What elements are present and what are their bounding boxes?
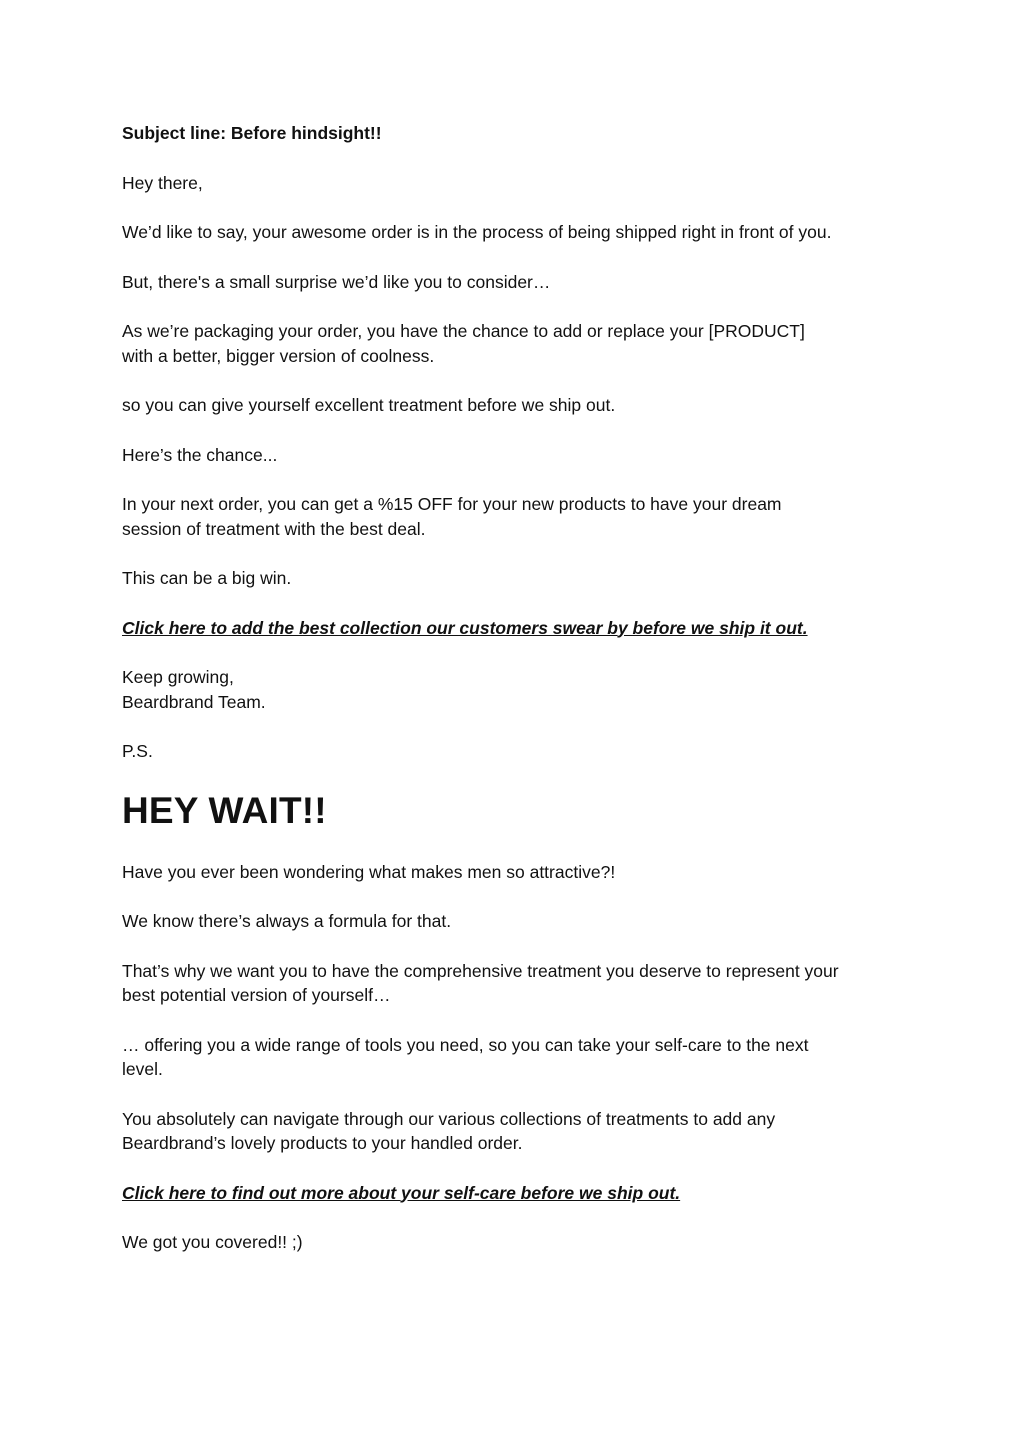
paragraph: We’d like to say, your awesome order is in the process of being shipped right in front of you. (122, 222, 832, 242)
signature: Beardbrand Team. (122, 691, 266, 712)
paragraph (122, 492, 912, 541)
email-body (122, 121, 912, 1280)
paragraph-line: … offering you a wide range of tools you need, so you can take your self-care to the next (122, 1034, 809, 1055)
cta-paragraph (122, 616, 912, 641)
paragraph-line: As we’re packaging your order, you have the chance to add or replace your [PRODUCT] (122, 321, 805, 341)
paragraph (122, 1033, 912, 1082)
greeting: Hey there, (122, 172, 203, 193)
add-collection-link[interactable]: Click here to add the best collection our customers swear by before we ship it out. (122, 617, 808, 638)
self-care-link[interactable]: Click here to find out more about your self-care before we ship out. (122, 1182, 681, 1203)
paragraph-line: In your next order, you can get a %15 OFF for your new products to have your dream (122, 494, 782, 514)
paragraph-line: Beardbrand’s lovely products to your handled order. (122, 1133, 523, 1153)
paragraph (122, 1107, 912, 1156)
cta-paragraph (122, 1181, 912, 1206)
section-heading: HEY WAIT!! (122, 789, 327, 831)
paragraph: Have you ever been wondering what makes men so attractive?! (122, 861, 616, 882)
signoff: Keep growing, (122, 667, 234, 687)
paragraph-line: That’s why we want you to have the comprehensive treatment you deserve to represent your (122, 960, 839, 981)
paragraph-line: session of treatment with the best deal. (122, 518, 426, 539)
paragraph-line: level. (122, 1059, 163, 1079)
signoff-block (122, 665, 912, 714)
subject-line: Subject line: Before hindsight!! (122, 123, 382, 143)
paragraph (122, 959, 912, 1008)
paragraph: But, there's a small surprise we’d like you to consider… (122, 271, 551, 292)
paragraph: Here’s the chance... (122, 444, 278, 465)
closing-line: We got you covered!! ;) (122, 1232, 303, 1252)
paragraph-line: You absolutely can navigate through our various collections of treatments to add any (122, 1108, 776, 1129)
paragraph-line: with a better, bigger version of coolness. (122, 345, 435, 366)
postscript-label: P.S. (122, 741, 153, 761)
paragraph-line: best potential version of yourself… (122, 985, 391, 1005)
paragraph: We know there’s always a formula for that. (122, 911, 452, 931)
paragraph: so you can give yourself excellent treatment before we ship out. (122, 395, 616, 415)
paragraph: This can be a big win. (122, 568, 292, 588)
paragraph (122, 319, 912, 368)
